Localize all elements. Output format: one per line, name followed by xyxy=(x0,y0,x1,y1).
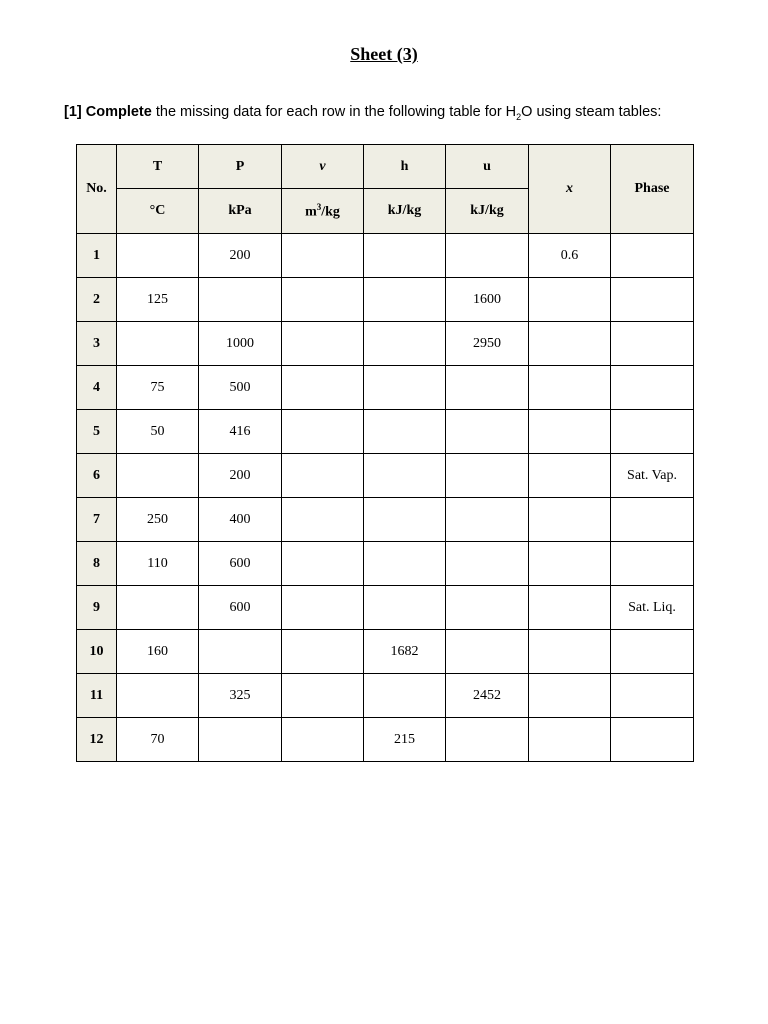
cell-phase xyxy=(611,278,694,322)
cell-t: 50 xyxy=(117,410,199,454)
cell-no: 3 xyxy=(77,322,117,366)
cell-h xyxy=(364,674,446,718)
table-row xyxy=(77,322,694,366)
header-row-top xyxy=(77,145,694,189)
cell-phase xyxy=(611,322,694,366)
cell-phase xyxy=(611,718,694,762)
cell-v xyxy=(282,674,364,718)
cell-x xyxy=(529,630,611,674)
cell-phase xyxy=(611,542,694,586)
cell-p: 200 xyxy=(199,234,282,278)
cell-t xyxy=(117,322,199,366)
cell-p xyxy=(199,630,282,674)
cell-v xyxy=(282,366,364,410)
cell-x xyxy=(529,366,611,410)
header-v: v xyxy=(282,145,364,189)
cell-h xyxy=(364,322,446,366)
cell-u xyxy=(446,630,529,674)
instruction-text-after: O using steam tables: xyxy=(521,104,662,120)
unit-v-sup: 3 xyxy=(316,201,322,212)
cell-u xyxy=(446,410,529,454)
instruction-bold-word: Complete xyxy=(85,104,152,120)
cell-x xyxy=(529,322,611,366)
cell-u: 1600 xyxy=(446,278,529,322)
cell-v xyxy=(282,454,364,498)
cell-no: 1 xyxy=(77,234,117,278)
table-row xyxy=(77,454,694,498)
table-row xyxy=(77,586,694,630)
table-row xyxy=(77,410,694,454)
cell-phase xyxy=(611,630,694,674)
cell-p xyxy=(199,278,282,322)
cell-u xyxy=(446,718,529,762)
cell-h xyxy=(364,454,446,498)
cell-h xyxy=(364,234,446,278)
cell-x xyxy=(529,718,611,762)
table-row xyxy=(77,278,694,322)
cell-v xyxy=(282,410,364,454)
cell-no: 11 xyxy=(77,674,117,718)
cell-h xyxy=(364,498,446,542)
cell-u xyxy=(446,454,529,498)
cell-p: 416 xyxy=(199,410,282,454)
cell-no: 4 xyxy=(77,366,117,410)
cell-v xyxy=(282,630,364,674)
instruction-text-before: the missing data for each row in the following table for H xyxy=(151,104,517,120)
cell-t: 125 xyxy=(117,278,199,322)
table-row xyxy=(77,498,694,542)
cell-h xyxy=(364,278,446,322)
cell-p: 600 xyxy=(199,586,282,630)
cell-phase xyxy=(611,366,694,410)
cell-x: 0.6 xyxy=(529,234,611,278)
cell-x xyxy=(529,454,611,498)
cell-t: 160 xyxy=(117,630,199,674)
cell-phase: Sat. Liq. xyxy=(611,586,694,630)
header-x: x xyxy=(529,145,611,234)
cell-t: 110 xyxy=(117,542,199,586)
table-row xyxy=(77,542,694,586)
cell-v xyxy=(282,498,364,542)
cell-t: 75 xyxy=(117,366,199,410)
cell-x xyxy=(529,498,611,542)
cell-t: 250 xyxy=(117,498,199,542)
instruction-text xyxy=(64,104,661,122)
cell-phase: Sat. Vap. xyxy=(611,454,694,498)
cell-x xyxy=(529,410,611,454)
header-h: h xyxy=(364,145,446,189)
cell-no: 7 xyxy=(77,498,117,542)
cell-p xyxy=(199,718,282,762)
cell-t: 70 xyxy=(117,718,199,762)
cell-p: 1000 xyxy=(199,322,282,366)
cell-u xyxy=(446,586,529,630)
cell-no: 2 xyxy=(77,278,117,322)
table-body xyxy=(77,234,694,762)
cell-h: 1682 xyxy=(364,630,446,674)
cell-u xyxy=(446,234,529,278)
cell-h xyxy=(364,542,446,586)
unit-v xyxy=(282,189,364,234)
table-row xyxy=(77,674,694,718)
cell-x xyxy=(529,674,611,718)
cell-u xyxy=(446,542,529,586)
cell-p: 200 xyxy=(199,454,282,498)
cell-phase xyxy=(611,234,694,278)
cell-u: 2950 xyxy=(446,322,529,366)
header-t: T xyxy=(117,145,199,189)
cell-phase xyxy=(611,410,694,454)
cell-no: 12 xyxy=(77,718,117,762)
table-row xyxy=(77,234,694,278)
cell-t xyxy=(117,586,199,630)
cell-no: 6 xyxy=(77,454,117,498)
cell-v xyxy=(282,322,364,366)
header-u: u xyxy=(446,145,529,189)
cell-v xyxy=(282,278,364,322)
cell-u xyxy=(446,366,529,410)
cell-x xyxy=(529,586,611,630)
cell-h: 215 xyxy=(364,718,446,762)
cell-v xyxy=(282,542,364,586)
cell-u xyxy=(446,498,529,542)
cell-t xyxy=(117,674,199,718)
cell-v xyxy=(282,718,364,762)
sheet-title: Sheet (3) xyxy=(350,44,418,64)
cell-u: 2452 xyxy=(446,674,529,718)
table-row xyxy=(77,366,694,410)
unit-h: kJ/kg xyxy=(364,189,446,234)
cell-x xyxy=(529,278,611,322)
cell-no: 5 xyxy=(77,410,117,454)
cell-x xyxy=(529,542,611,586)
instruction-subscript: 2 xyxy=(516,111,522,122)
cell-h xyxy=(364,410,446,454)
cell-p: 600 xyxy=(199,542,282,586)
cell-t xyxy=(117,454,199,498)
cell-v xyxy=(282,234,364,278)
cell-p: 500 xyxy=(199,366,282,410)
cell-h xyxy=(364,366,446,410)
cell-no: 9 xyxy=(77,586,117,630)
unit-p: kPa xyxy=(199,189,282,234)
unit-v-base: m xyxy=(305,204,317,220)
instruction-number: [1] xyxy=(64,104,82,120)
unit-v-tail: /kg xyxy=(321,204,340,220)
cell-no: 8 xyxy=(77,542,117,586)
cell-phase xyxy=(611,498,694,542)
cell-phase xyxy=(611,674,694,718)
unit-u: kJ/kg xyxy=(446,189,529,234)
steam-table xyxy=(76,144,694,762)
cell-v xyxy=(282,586,364,630)
table-row xyxy=(77,630,694,674)
cell-no: 10 xyxy=(77,630,117,674)
cell-p: 325 xyxy=(199,674,282,718)
header-p: P xyxy=(199,145,282,189)
header-phase: Phase xyxy=(611,145,694,234)
cell-t xyxy=(117,234,199,278)
table-row xyxy=(77,718,694,762)
header-no: No. xyxy=(77,145,117,234)
cell-p: 400 xyxy=(199,498,282,542)
unit-t: °C xyxy=(117,189,199,234)
cell-h xyxy=(364,586,446,630)
